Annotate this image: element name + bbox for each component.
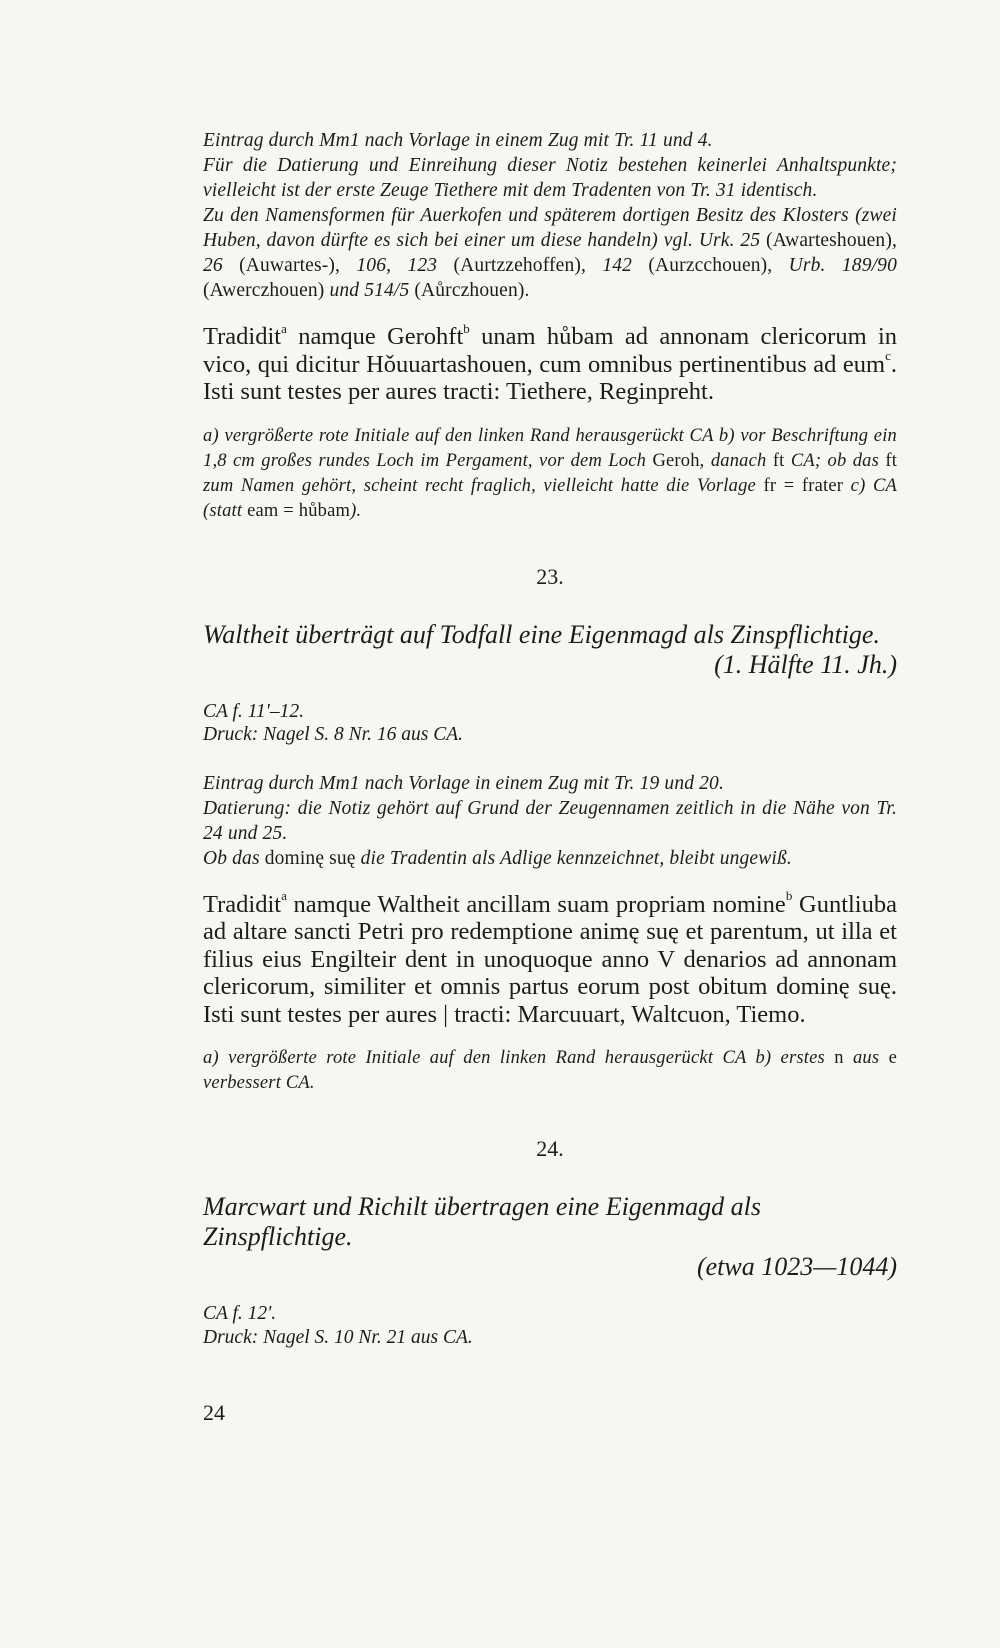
names-note-g: 142 [602, 255, 633, 276]
entry23-text-w2: namque Waltheit ancillam suam propriam nomine [293, 890, 786, 918]
app22-k: ). [350, 500, 362, 521]
entry23-note-1: Eintrag durch Mm1 nach Vorlage in einem Zug mit Tr. 19 und 20. [203, 772, 724, 794]
entry22-note-2: Für die Datierung und Einreihung dieser Notiz bestehen keinerlei Anhaltspunkte; vielleicht ist der erste Zeuge Tiethere mit dem Tradenten von Tr. 31 identisch. [203, 155, 897, 201]
app22-d: ft [772, 450, 785, 471]
footnote-marker-c: c [885, 348, 891, 364]
entry23-heading [203, 620, 897, 680]
text-column [203, 128, 897, 1373]
entry23-sources [203, 700, 897, 747]
entry22-names-note [203, 203, 897, 303]
entry23-text-w1: Tradidit [203, 890, 282, 918]
names-note-j: (Awerczhouen) [203, 280, 325, 301]
page-number: 24 [203, 1400, 225, 1425]
entry24-print: Druck: Nagel S. 10 Nr. 21 aus CA. [203, 1326, 473, 1348]
app22-e: CA; ob das [790, 450, 880, 471]
app22-h: fr = frater [763, 475, 844, 496]
entry24-title: Marcwart und Richilt übertragen eine Eigenmagd als Zinspflichtige. [203, 1192, 761, 1251]
entry23-commentary [203, 771, 897, 871]
app23-c: aus [852, 1048, 880, 1068]
app22-a: a) vergrößerte rote Initiale auf den linken Rand herausgerückt CA b) vor Beschriftung ein 1,8 cm großes rundes Loch im Pergament, vor dem Loch [203, 425, 897, 471]
names-note-h: (Aurzcchouen), [648, 255, 773, 276]
app22-i: c) CA (statt [203, 475, 898, 521]
entry23-print: Druck: Nagel S. 8 Nr. 16 aus CA. [203, 724, 463, 745]
app22-g: zum Namen gehört, scheint recht fraglich, vielleicht hatte die Vorlage [203, 475, 756, 496]
app22-f: ft [885, 450, 898, 471]
entry23-text-w3: Guntliuba ad altare sancti Petri pro redemptione animę suę et parentum, ut illa et filius eius Engilteir dent in unoquoque anno V denarios ad annonam clericorum, similiter et omnis partus eorum post obitum dominę suę. Isti sunt testes per aures | tracti: Marcuuart, Waltcuon, Tiemo. [203, 890, 897, 1028]
entry24-source: CA f. 12'. [203, 1303, 277, 1324]
entry23-source: CA f. 11'–12. [203, 700, 304, 722]
entry23-date: (1. Hälfte 11. Jh.) [714, 649, 897, 679]
entry23-note-3 [203, 846, 897, 871]
names-note-f: (Aurtzzehoffen), [453, 255, 587, 276]
note3-c: die Tradentin als Adlige kennzeichnet, bleibt ungewiß. [360, 847, 792, 869]
names-note-c: 26 [203, 255, 223, 276]
entry22-note-1: Eintrag durch Mm1 nach Vorlage in einem Zug mit Tr. 11 und 4. [203, 130, 713, 151]
entry22-commentary [203, 128, 897, 303]
footnote-marker-a: a [281, 320, 287, 336]
entry22-text-w1: Tradidit [203, 323, 282, 350]
names-note-a: Zu den Namensformen für Auerkofen und späterem dortigen Besitz des Klosters (zwei Huben, davon dürfte es sich bei einer um diese handeln) vgl. Urk. 25 [203, 205, 897, 251]
app23-a: a) vergrößerte rote Initiale auf den linken Rand herausgerückt CA b) erstes [203, 1048, 825, 1068]
footnote-marker-b: b [785, 888, 793, 904]
app23-b: n [834, 1048, 844, 1068]
entry22-text-w4: . Isti sunt testes per aures tracti: Tiethere, Reginpreht. [203, 350, 897, 405]
entry24-sources [203, 1302, 897, 1349]
note3-a: Ob das [203, 847, 260, 869]
names-note-e: 106, 123 [356, 255, 438, 276]
app23-e: verbessert CA. [203, 1073, 315, 1093]
entry23-apparatus [203, 1046, 897, 1096]
app22-j: eam = hůbam [247, 500, 351, 521]
app22-c: danach [710, 450, 767, 471]
footnote-marker-b: b [463, 320, 470, 336]
names-note-k: und 514/5 [329, 280, 410, 301]
footnote-marker-a: a [281, 888, 287, 904]
entry22-text-w3: unam hůbam ad annonam clericorum in vico, qui dicitur Hǒuuartashouen, cum omnibus pertinentibus ad eum [203, 323, 898, 378]
names-note-d: (Auwartes-), [239, 255, 341, 276]
entry23-title: Waltheit überträgt auf Todfall eine Eigenmagd als Zinspflichtige. [203, 619, 880, 649]
note3-b: dominę suę [264, 847, 356, 869]
entry22-text-w2: namque Gerohft [298, 323, 464, 350]
entry24-date: (etwa 1023—1044) [696, 1252, 897, 1281]
entry23-latin-text [203, 888, 897, 1029]
app22-b: Geroh, [652, 450, 705, 471]
entry23-number: 23. [536, 563, 564, 589]
entry23-note-2: Datierung: die Notiz gehört auf Grund der Zeugennamen zeitlich in die Nähe von Tr. 24 und 25. [203, 797, 897, 844]
entry22-apparatus [203, 424, 897, 524]
entry24-heading [203, 1192, 897, 1282]
names-note-i: Urb. 189/90 [788, 255, 897, 276]
app23-d: e [888, 1048, 898, 1068]
names-note-b: (Awarteshouen), [766, 230, 897, 251]
entry22-latin-text [203, 320, 898, 406]
names-note-l: (Aůrczhouen). [414, 280, 530, 301]
entry24-number: 24. [536, 1136, 564, 1161]
